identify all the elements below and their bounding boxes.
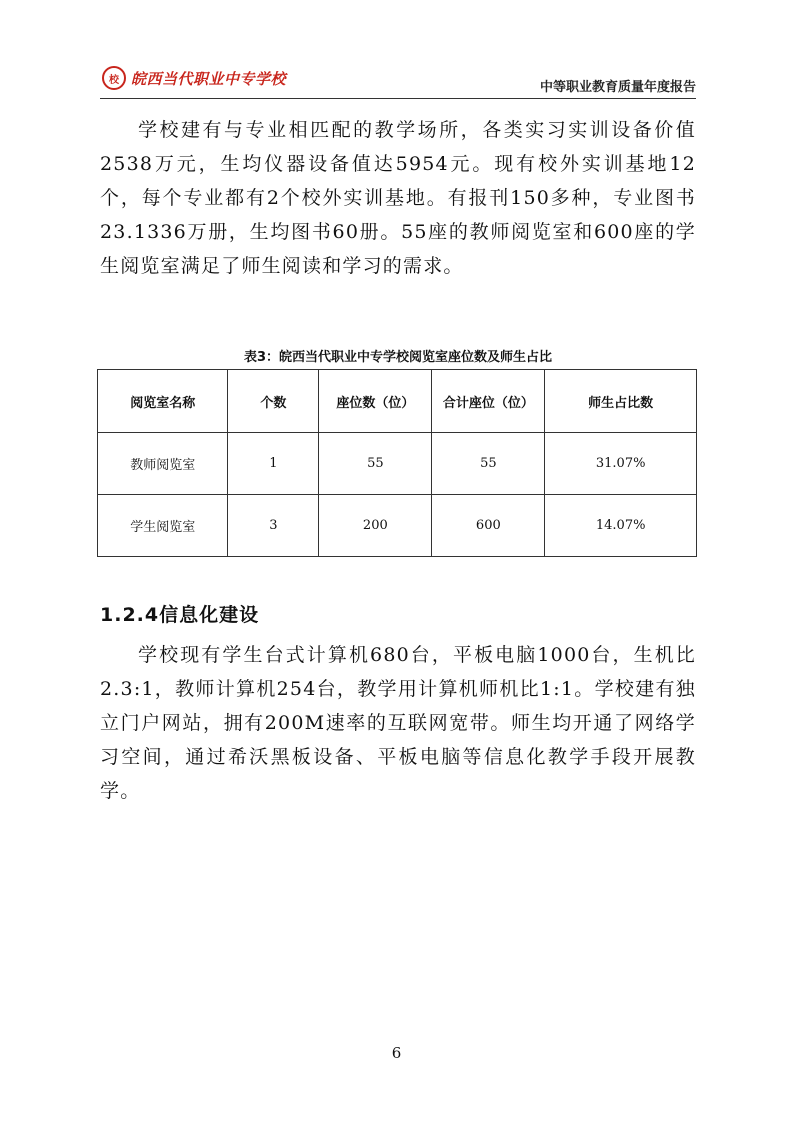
table-cell: 600 bbox=[432, 495, 545, 557]
table-header-row bbox=[98, 370, 697, 433]
table-cell: 31.07% bbox=[545, 433, 697, 495]
table-cell: 教师阅览室 bbox=[98, 433, 228, 495]
table-row bbox=[98, 495, 697, 557]
school-name: 皖西当代职业中专学校 bbox=[131, 69, 287, 88]
table-cell: 55 bbox=[432, 433, 545, 495]
table-cell: 3 bbox=[228, 495, 319, 557]
school-logo bbox=[102, 66, 286, 90]
table-cell: 200 bbox=[319, 495, 432, 557]
table-cell: 55 bbox=[319, 433, 432, 495]
column-header: 座位数（位） bbox=[319, 370, 432, 433]
school-seal-icon: 校 bbox=[102, 66, 126, 90]
informatization-paragraph: 学校现有学生台式计算机680台，平板电脑1000台，生机比2.3:1，教师计算机254台，教学用计算机师机比1:1。学校建有独立门户网站，拥有200M速率的互联网宽带。师生均开通了网络学习空间，通过希沃黑板设备、平板电脑等信息化教学手段开展教学。 bbox=[100, 644, 696, 802]
table-row bbox=[98, 433, 697, 495]
page-number: 6 bbox=[391, 1044, 402, 1062]
table-cell: 1 bbox=[228, 433, 319, 495]
section-heading: 1.2.4信息化建设 bbox=[100, 604, 260, 626]
page-header bbox=[100, 62, 696, 99]
column-header: 师生占比数 bbox=[545, 370, 697, 433]
column-header: 合计座位（位） bbox=[432, 370, 545, 433]
table-cell: 14.07% bbox=[545, 495, 697, 557]
column-header: 阅览室名称 bbox=[98, 370, 228, 433]
reading-room-table bbox=[97, 369, 697, 557]
table-caption: 表3：皖西当代职业中专学校阅览室座位数及师生占比 bbox=[243, 350, 553, 365]
column-header: 个数 bbox=[228, 370, 319, 433]
table-cell: 学生阅览室 bbox=[98, 495, 228, 557]
report-title: 中等职业教育质量年度报告 bbox=[539, 80, 696, 95]
facilities-paragraph: 学校建有与专业相匹配的教学场所，各类实习实训设备价值2538万元，生均仪器设备值达5954元。现有校外实训基地12个，每个专业都有2个校外实训基地。有报刊150多种，专业图书23.1336万册，生均图书60册。55座的教师阅览室和600座的学生阅览室满足了师生阅读和学习的需求。 bbox=[100, 119, 696, 277]
